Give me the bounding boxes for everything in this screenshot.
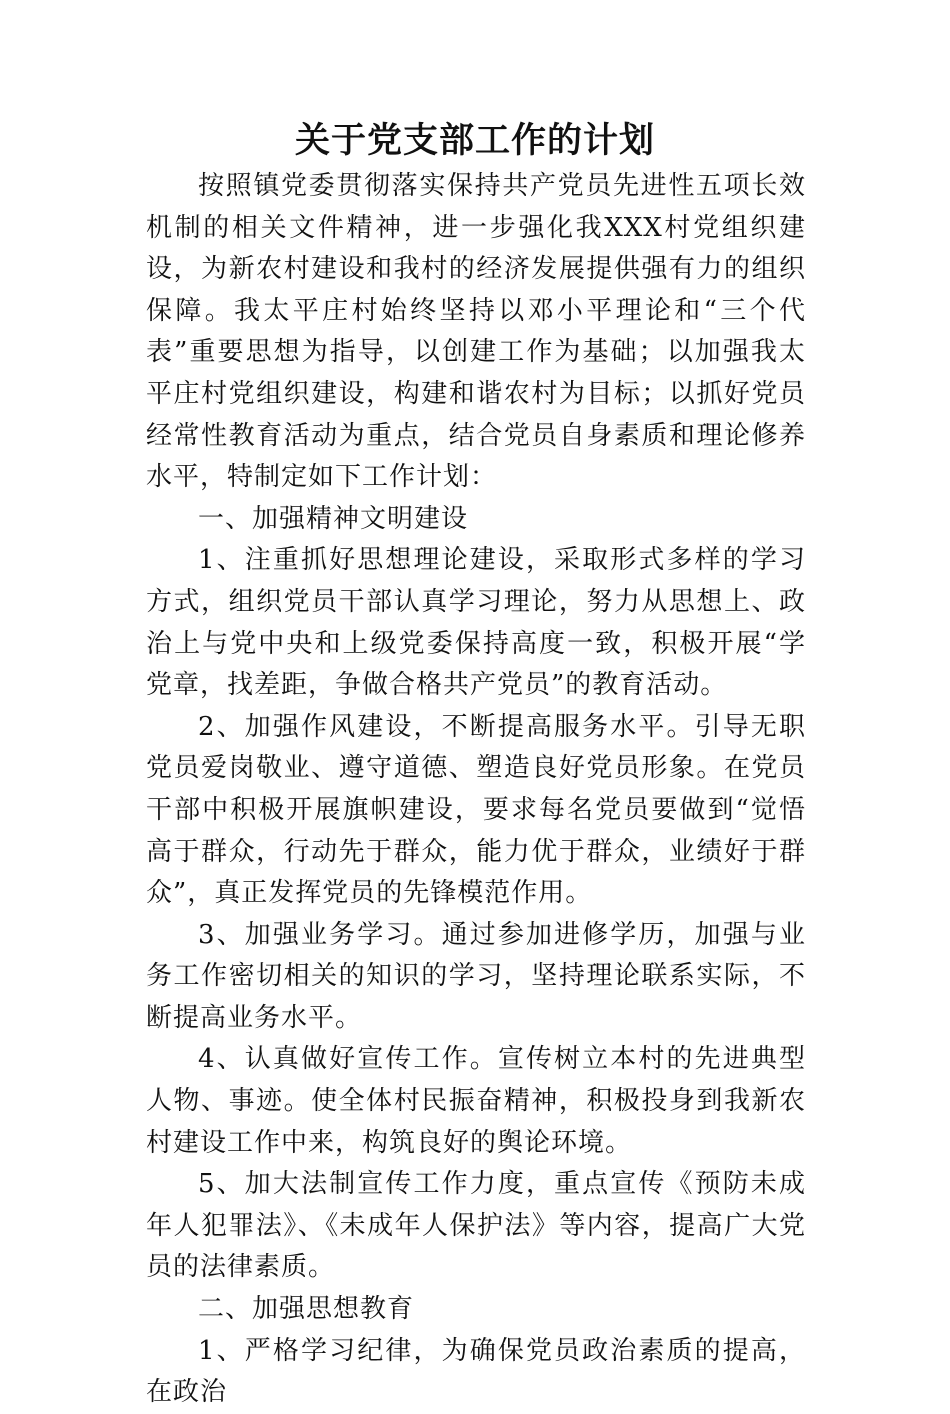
intro-paragraph: 按照镇党委贯彻落实保持共产党员先进性五项长效机制的相关文件精神，进一步强化我XXX村党组织建设，为新农村建设和我村的经济发展提供强有力的组织保障。我太平庄村始终坚持以邓小平理论和“三个代表”重要思想为指导，以创建工作为基础；以加强我太平庄村党组织建设，构建和谐农村为目标；以抓好党员经常性教育活动为重点，结合党员自身素质和理论修养水平，特制定如下工作计划： <box>146 171 806 493</box>
document-title: 关于党支部工作的计划 <box>294 121 655 161</box>
section-heading-2: 二、加强思想教育 <box>198 1294 415 1325</box>
section-1-item-5: 5、加大法制宣传工作力度，重点宣传《预防未成年人犯罪法》、《未成年人保护法》等内容，提高广大党员的法律素质。 <box>146 1169 806 1283</box>
section-1-item-1: 1、注重抓好思想理论建设，采取形式多样的学习方式，组织党员干部认真学习理论，努力从思想上、政治上与党中央和上级党委保持高度一致，积极开展“学党章，找差距，争做合格共产党员”的教育活动。 <box>146 545 806 701</box>
document-body <box>146 166 806 1414</box>
section-heading-1: 一、加强精神文明建设 <box>198 503 469 534</box>
section-1-item-3: 3、加强业务学习。通过参加进修学历，加强与业务工作密切相关的知识的学习，坚持理论联系实际，不断提高业务水平。 <box>146 919 806 1033</box>
section-1-item-4: 4、认真做好宣传工作。宣传树立本村的先进典型人物、事迹。使全体村民振奋精神，积极投身到我新农村建设工作中来，构筑良好的舆论环境。 <box>146 1044 806 1158</box>
section-2-item-1: 1、严格学习纪律，为确保党员政治素质的提高，在政治 <box>146 1335 806 1408</box>
section-1-item-2: 2、加强作风建设，不断提高服务水平。引导无职党员爱岗敬业、遵守道德、塑造良好党员形象。在党员干部中积极开展旗帜建设，要求每名党员要做到“觉悟高于群众，行动先于群众，能力优于群众，业绩好于群众”，真正发挥党员的先锋模范作用。 <box>146 711 806 909</box>
